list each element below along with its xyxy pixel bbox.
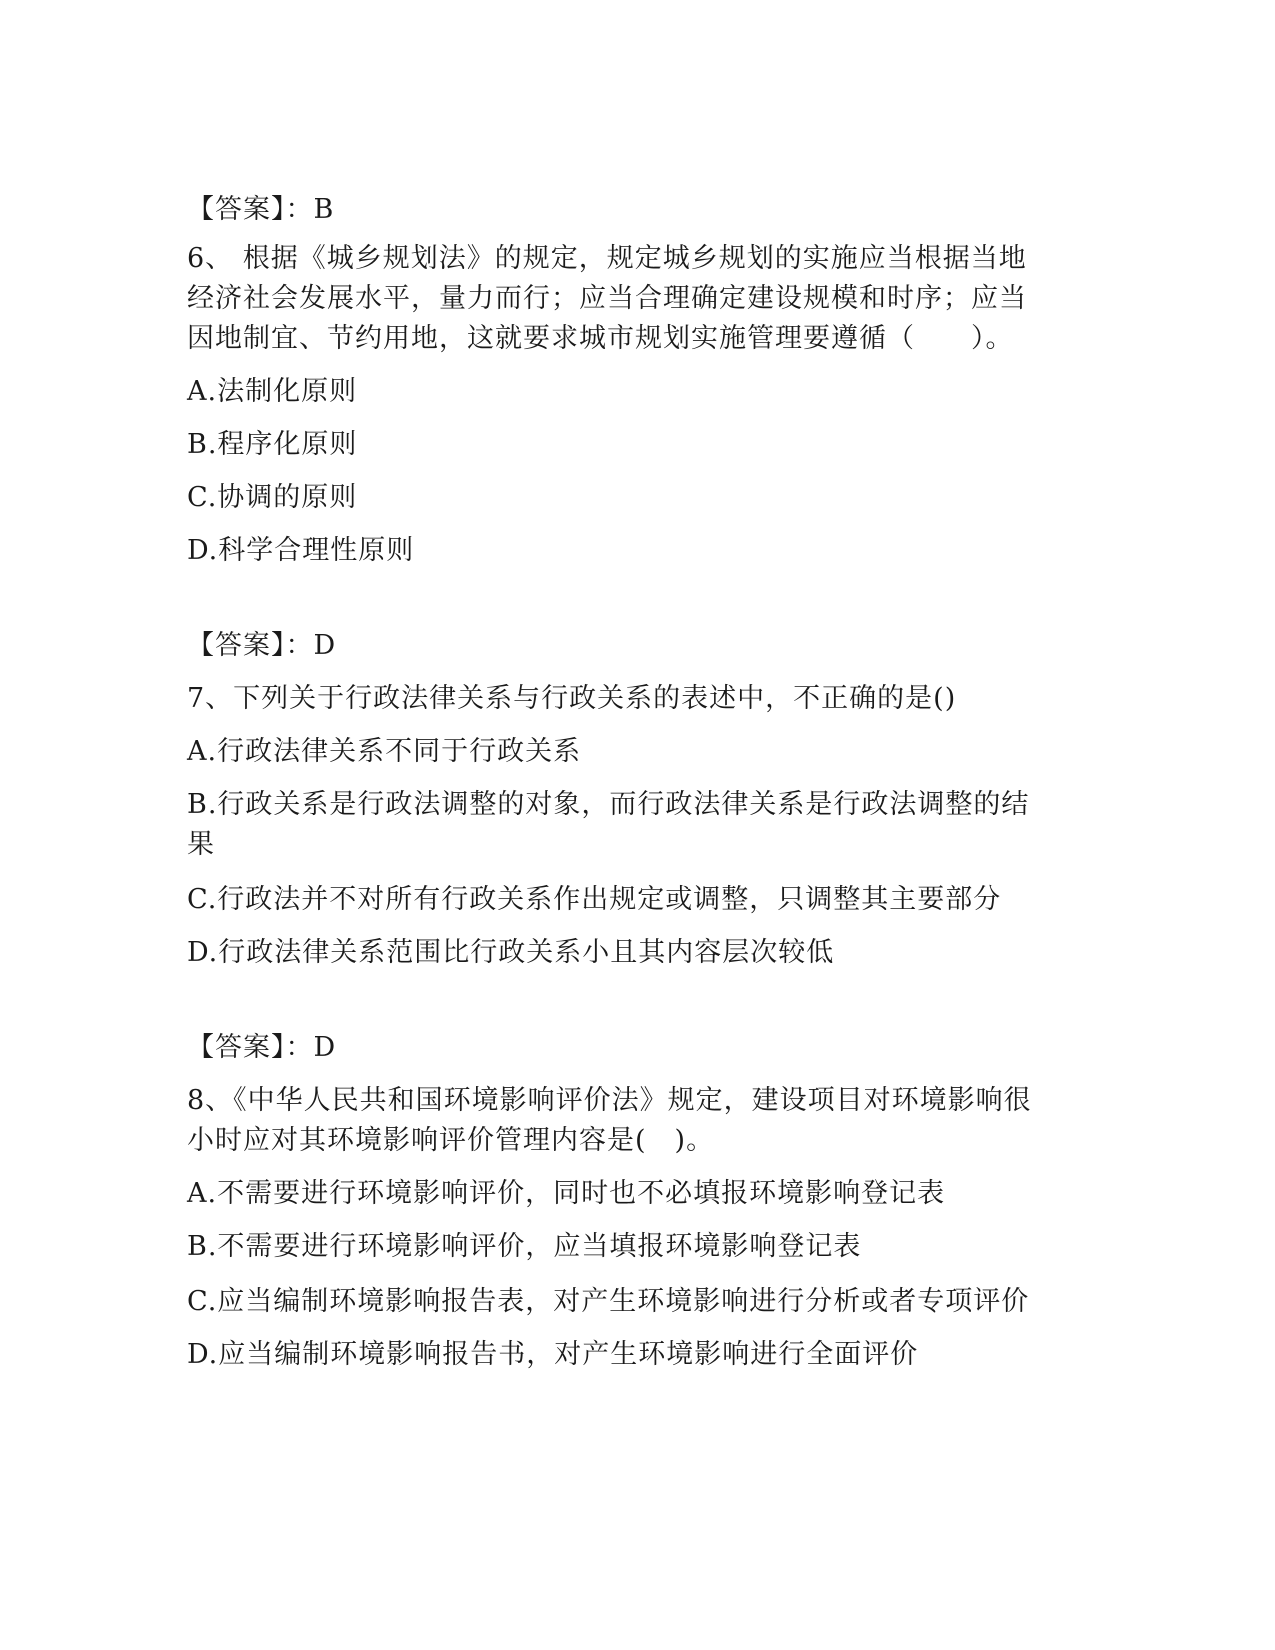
question-6-line-1: 6、 根据《城乡规划法》的规定，规定城乡规划的实施应当根据当地: [187, 243, 1027, 274]
question-6-option-b: B.程序化原则: [187, 429, 358, 460]
question-8-line-1: 8、《中华人民共和国环境影响评价法》规定，建设项目对环境影响很: [187, 1085, 1032, 1116]
question-7-line-1: 7、下列关于行政法律关系与行政关系的表述中，不正确的是(): [187, 683, 957, 714]
question-6-line-3: 因地制宜、节约用地，这就要求城市规划实施管理要遵循（ ）。: [187, 323, 1014, 354]
question-6-option-d: D.科学合理性原则: [187, 535, 415, 566]
question-7-option-b-cont: 果: [187, 829, 215, 860]
answer-label-q6: 【答案】：D: [187, 630, 337, 661]
question-8-option-a: A.不需要进行环境影响评价，同时也不必填报环境影响登记表: [187, 1178, 946, 1209]
answer-label-q7: 【答案】：D: [187, 1032, 337, 1063]
question-6-option-a: A.法制化原则: [187, 376, 358, 407]
question-6-option-c: C.协调的原则: [187, 482, 358, 513]
question-8-option-c: C.应当编制环境影响报告表，对产生环境影响进行分析或者专项评价: [187, 1286, 1030, 1317]
question-7-option-a: A.行政法律关系不同于行政关系: [187, 736, 582, 767]
question-7-option-d: D.行政法律关系范围比行政关系小且其内容层次较低: [187, 937, 835, 968]
question-8-option-b: B.不需要进行环境影响评价，应当填报环境影响登记表: [187, 1231, 862, 1262]
question-7-option-c: C.行政法并不对所有行政关系作出规定或调整，只调整其主要部分: [187, 884, 1002, 915]
question-8-option-d: D.应当编制环境影响报告书，对产生环境影响进行全面评价: [187, 1339, 919, 1370]
question-7-option-b: B.行政关系是行政法调整的对象，而行政法律关系是行政法调整的结: [187, 789, 1030, 820]
answer-label-q5: 【答案】：B: [187, 194, 335, 225]
question-8-line-2: 小时应对其环境影响评价管理内容是( )。: [187, 1125, 715, 1156]
question-6-line-2: 经济社会发展水平，量力而行；应当合理确定建设规模和时序；应当: [187, 283, 1027, 314]
